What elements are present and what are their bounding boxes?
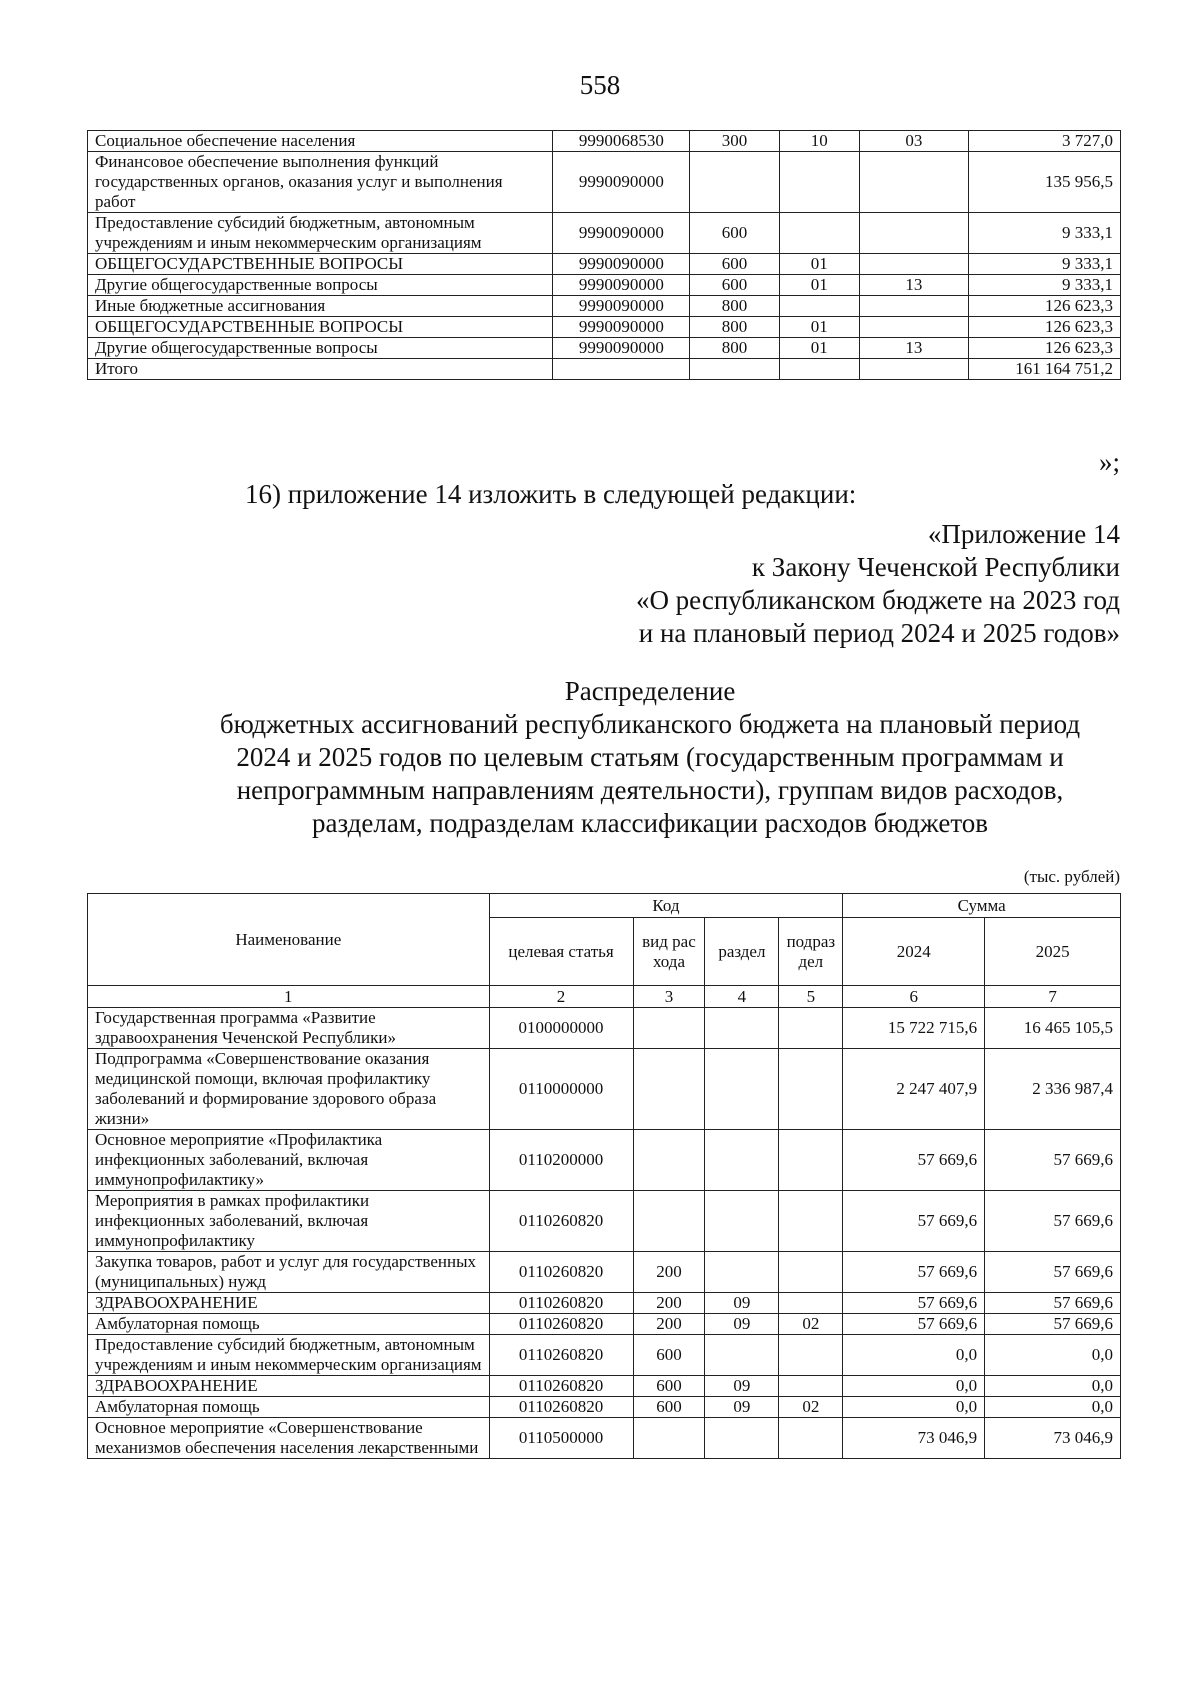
row-section	[705, 1049, 779, 1130]
table-row	[88, 317, 1121, 338]
row-name: ЗДРАВООХРАНЕНИЕ	[88, 1293, 490, 1314]
row-sum-2025: 57 669,6	[985, 1252, 1121, 1293]
row-section: 09	[705, 1376, 779, 1397]
row-name: ЗДРАВООХРАНЕНИЕ	[88, 1376, 490, 1397]
row-target-code: 0110500000	[489, 1418, 633, 1459]
table-row	[88, 152, 1121, 213]
row-sum-2024: 0,0	[843, 1376, 985, 1397]
row-expense-type	[690, 152, 779, 213]
row-sum-2024: 2 247 407,9	[843, 1049, 985, 1130]
col-num-7: 7	[985, 986, 1121, 1008]
row-target-code: 0110260820	[489, 1376, 633, 1397]
row-subsection: 03	[860, 131, 969, 152]
row-section	[705, 1335, 779, 1376]
row-subsection	[860, 152, 969, 213]
row-name: ОБЩЕГОСУДАРСТВЕННЫЕ ВОПРОСЫ	[88, 317, 553, 338]
row-name: Подпрограмма «Совершенствование оказания медицинской помощи, включая профилактику заболеваний и формирование здорового образа жизни»	[88, 1049, 490, 1130]
row-expense-type: 800	[690, 296, 779, 317]
table-row	[88, 1335, 1121, 1376]
row-name: Мероприятия в рамках профилактики инфекционных заболеваний, включая иммунопрофилактику	[88, 1191, 490, 1252]
appendix-line-4: и на плановый период 2024 и 2025 годов»	[638, 618, 1120, 648]
row-section	[705, 1191, 779, 1252]
row-section: 01	[779, 317, 859, 338]
row-target-code: 0110260820	[489, 1252, 633, 1293]
row-sum-2024: 73 046,9	[843, 1418, 985, 1459]
appendix-line-2: к Закону Чеченской Республики	[751, 552, 1120, 582]
title-line-4: непрограммным направлениям деятельности), группам видов расходов,	[236, 775, 1064, 805]
table-row	[88, 254, 1121, 275]
row-subsection	[860, 317, 969, 338]
row-section	[779, 152, 859, 213]
row-expense-type	[690, 359, 779, 380]
unit-label: (тыс. рублей)	[1023, 867, 1120, 886]
row-expense-type: 600	[690, 275, 779, 296]
row-target-code: 0100000000	[489, 1008, 633, 1049]
row-name: Другие общегосударственные вопросы	[88, 338, 553, 359]
row-sum: 9 333,1	[968, 213, 1120, 254]
row-name: Иные бюджетные ассигнования	[88, 296, 553, 317]
row-sum-2024: 15 722 715,6	[843, 1008, 985, 1049]
row-sum-2025: 57 669,6	[985, 1293, 1121, 1314]
row-section	[779, 213, 859, 254]
row-expense-type	[633, 1008, 705, 1049]
row-expense-type: 600	[633, 1376, 705, 1397]
table-row	[88, 1049, 1121, 1130]
table-row	[88, 213, 1121, 254]
table-row	[88, 1191, 1121, 1252]
row-subsection: 02	[779, 1314, 843, 1335]
row-subsection	[860, 296, 969, 317]
header-name: Наименование	[88, 894, 490, 986]
row-name: Основное мероприятие «Профилактика инфекционных заболеваний, включая иммунопрофилактику»	[88, 1130, 490, 1191]
row-sum: 126 623,3	[968, 338, 1120, 359]
row-subsection	[779, 1293, 843, 1314]
row-sum-2025: 73 046,9	[985, 1418, 1121, 1459]
page-number: 558	[579, 70, 621, 100]
table-row	[88, 296, 1121, 317]
header-2024: 2024	[843, 918, 985, 986]
title-line-2: бюджетных ассигнований республиканского бюджета на плановый период	[219, 709, 1081, 739]
row-subsection	[860, 254, 969, 275]
row-subsection	[779, 1130, 843, 1191]
row-target-code: 9990090000	[553, 296, 690, 317]
col-num-1: 1	[88, 986, 490, 1008]
row-sum: 135 956,5	[968, 152, 1120, 213]
row-section	[779, 359, 859, 380]
row-sum: 9 333,1	[968, 254, 1120, 275]
title-line-1: Распределение	[564, 676, 736, 706]
table-row	[88, 1418, 1121, 1459]
row-section: 01	[779, 275, 859, 296]
row-sum: 161 164 751,2	[968, 359, 1120, 380]
col-num-6: 6	[843, 986, 985, 1008]
row-subsection	[779, 1376, 843, 1397]
row-subsection	[860, 359, 969, 380]
row-section: 10	[779, 131, 859, 152]
row-name: Предоставление субсидий бюджетным, автономным учреждениям и иным некоммерческим организациям	[88, 213, 553, 254]
col-num-5: 5	[779, 986, 843, 1008]
row-sum-2024: 0,0	[843, 1335, 985, 1376]
row-sum-2024: 57 669,6	[843, 1252, 985, 1293]
col-num-2: 2	[489, 986, 633, 1008]
row-expense-type: 200	[633, 1252, 705, 1293]
row-sum: 126 623,3	[968, 296, 1120, 317]
row-expense-type: 200	[633, 1293, 705, 1314]
row-subsection	[779, 1008, 843, 1049]
header-kod: Код	[489, 894, 843, 918]
row-expense-type: 600	[690, 213, 779, 254]
row-expense-type: 600	[690, 254, 779, 275]
header-rz: раздел	[705, 918, 779, 986]
row-sum-2025: 2 336 987,4	[985, 1049, 1121, 1130]
table-row	[88, 1314, 1121, 1335]
amendment-item: 16) приложение 14 изложить в следующей редакции:	[245, 479, 857, 509]
row-sum-2024: 57 669,6	[843, 1293, 985, 1314]
row-section: 09	[705, 1397, 779, 1418]
row-subsection	[779, 1418, 843, 1459]
row-target-code: 9990068530	[553, 131, 690, 152]
header-vr: вид расхода	[633, 918, 705, 986]
row-section	[705, 1418, 779, 1459]
row-sum-2024: 57 669,6	[843, 1130, 985, 1191]
row-name: Другие общегосударственные вопросы	[88, 275, 553, 296]
row-expense-type	[633, 1191, 705, 1252]
row-section: 09	[705, 1314, 779, 1335]
row-target-code: 0110200000	[489, 1130, 633, 1191]
row-name: Государственная программа «Развитие здравоохранения Чеченской Республики»	[88, 1008, 490, 1049]
row-expense-type: 600	[633, 1335, 705, 1376]
row-sum-2024: 57 669,6	[843, 1191, 985, 1252]
row-section	[779, 296, 859, 317]
row-sum-2025: 57 669,6	[985, 1130, 1121, 1191]
header-pr: подраздел	[779, 918, 843, 986]
row-sum-2024: 0,0	[843, 1397, 985, 1418]
row-name: Предоставление субсидий бюджетным, автономным учреждениям и иным некоммерческим организациям	[88, 1335, 490, 1376]
row-sum-2025: 0,0	[985, 1397, 1121, 1418]
row-sum-2025: 16 465 105,5	[985, 1008, 1121, 1049]
header-2025: 2025	[985, 918, 1121, 986]
row-name: Итого	[88, 359, 553, 380]
distribution-table	[87, 893, 1121, 1459]
row-section	[705, 1008, 779, 1049]
row-target-code: 9990090000	[553, 254, 690, 275]
table-row	[88, 1130, 1121, 1191]
row-sum: 126 623,3	[968, 317, 1120, 338]
table-row	[88, 1376, 1121, 1397]
row-subsection: 13	[860, 275, 969, 296]
header-summa: Сумма	[843, 894, 1121, 918]
row-name: Социальное обеспечение населения	[88, 131, 553, 152]
appendix-line-1: «Приложение 14	[927, 519, 1120, 549]
row-target-code: 9990090000	[553, 152, 690, 213]
row-expense-type	[633, 1049, 705, 1130]
row-expense-type: 600	[633, 1397, 705, 1418]
row-target-code: 0110260820	[489, 1314, 633, 1335]
row-section: 01	[779, 254, 859, 275]
row-target-code	[553, 359, 690, 380]
row-expense-type: 200	[633, 1314, 705, 1335]
title-line-5: разделам, подразделам классификации расходов бюджетов	[311, 808, 989, 838]
row-section	[705, 1130, 779, 1191]
row-subsection	[779, 1191, 843, 1252]
row-sum-2025: 57 669,6	[985, 1314, 1121, 1335]
row-name: Финансовое обеспечение выполнения функций государственных органов, оказания услуг и выполнения работ	[88, 152, 553, 213]
row-subsection	[860, 213, 969, 254]
table-row	[88, 1293, 1121, 1314]
row-expense-type: 800	[690, 338, 779, 359]
row-target-code: 9990090000	[553, 275, 690, 296]
closing-quote: »;	[1098, 447, 1120, 477]
row-sum-2025: 57 669,6	[985, 1191, 1121, 1252]
col-num-4: 4	[705, 986, 779, 1008]
row-target-code: 0110000000	[489, 1049, 633, 1130]
row-sum: 9 333,1	[968, 275, 1120, 296]
row-sum-2025: 0,0	[985, 1376, 1121, 1397]
table-row	[88, 338, 1121, 359]
row-name: Амбулаторная помощь	[88, 1314, 490, 1335]
row-expense-type	[633, 1130, 705, 1191]
row-expense-type: 800	[690, 317, 779, 338]
row-section	[705, 1252, 779, 1293]
row-name: Амбулаторная помощь	[88, 1397, 490, 1418]
row-target-code: 0110260820	[489, 1335, 633, 1376]
col-num-3: 3	[633, 986, 705, 1008]
row-subsection	[779, 1335, 843, 1376]
row-subsection	[779, 1049, 843, 1130]
table-row	[88, 131, 1121, 152]
row-subsection	[779, 1252, 843, 1293]
row-name: Основное мероприятие «Совершенствование механизмов обеспечения населения лекарственными	[88, 1418, 490, 1459]
title-line-3: 2024 и 2025 годов по целевым статьям (государственным программам и	[236, 742, 1064, 772]
row-target-code: 0110260820	[489, 1191, 633, 1252]
table-row	[88, 359, 1121, 380]
continuation-table	[87, 130, 1121, 380]
row-subsection: 13	[860, 338, 969, 359]
row-section: 01	[779, 338, 859, 359]
row-name: ОБЩЕГОСУДАРСТВЕННЫЕ ВОПРОСЫ	[88, 254, 553, 275]
header-code: целевая статья	[489, 918, 633, 986]
table-row	[88, 275, 1121, 296]
row-target-code: 9990090000	[553, 338, 690, 359]
row-target-code: 9990090000	[553, 317, 690, 338]
row-subsection: 02	[779, 1397, 843, 1418]
table-row	[88, 1252, 1121, 1293]
row-target-code: 0110260820	[489, 1397, 633, 1418]
row-target-code: 0110260820	[489, 1293, 633, 1314]
row-target-code: 9990090000	[553, 213, 690, 254]
table-row	[88, 1397, 1121, 1418]
row-section: 09	[705, 1293, 779, 1314]
row-sum-2024: 57 669,6	[843, 1314, 985, 1335]
row-sum-2025: 0,0	[985, 1335, 1121, 1376]
row-expense-type	[633, 1418, 705, 1459]
table-row	[88, 1008, 1121, 1049]
row-name: Закупка товаров, работ и услуг для государственных (муниципальных) нужд	[88, 1252, 490, 1293]
row-sum: 3 727,0	[968, 131, 1120, 152]
appendix-line-3: «О республиканском бюджете на 2023 год	[635, 585, 1120, 615]
row-expense-type: 300	[690, 131, 779, 152]
